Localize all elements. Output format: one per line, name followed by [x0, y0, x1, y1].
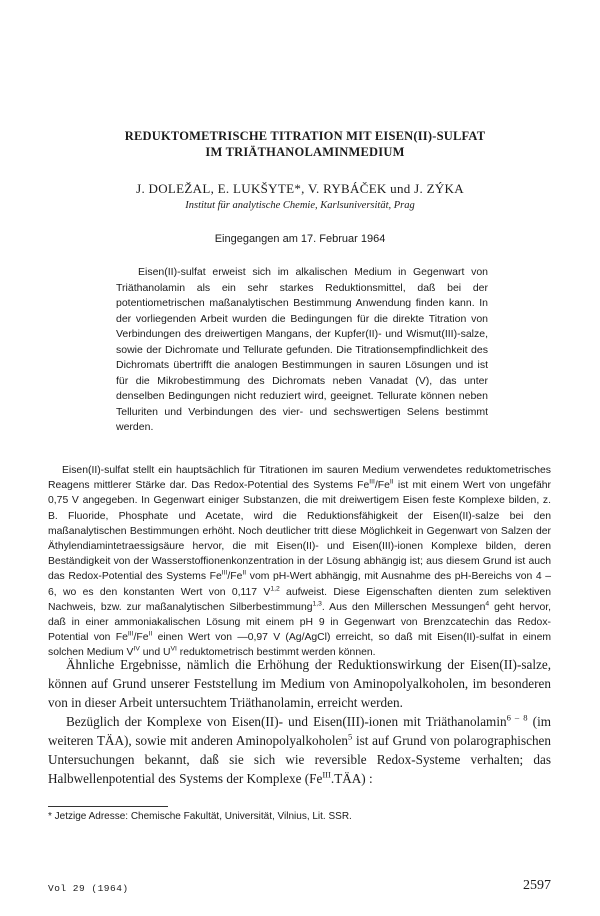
superscript: III: [369, 478, 375, 486]
text-span: reduktometrisch bestimmt werden können.: [176, 647, 376, 659]
text-span: /Fe: [227, 571, 243, 583]
superscript: III: [221, 569, 228, 577]
text-span: ist auf Grund von polarographischen Untersuchungen bekannt, daß sie sich wie reversible Redox-Systeme verhalten; das Halbwellenpotential des Systems der Komplexe (Fe: [48, 733, 551, 786]
superscript: II: [242, 569, 247, 577]
title-line-2: IM TRIÄTHANOLAMINMEDIUM: [205, 145, 405, 159]
body-paragraph: Ähnliche Ergebnisse, nämlich die Erhöhung der Reduktionswirkung der Eisen(II)-salze, können auf Grund unserer Feststellung im Medium von Aminopolyalkoholen, im besonderen von in dieser Arbeit untersuchtem Triäthanolamin, erreicht werden.: [48, 657, 551, 710]
text-span: /Fe: [133, 632, 149, 644]
superscript: 4: [485, 600, 490, 608]
text-span: . Aus den Millerschen Messungen: [321, 601, 486, 613]
text-span: .TÄA) :: [330, 771, 373, 786]
text-span: geht hervor, daß in einer ammoniakalischen Lösung mit einem pH 9 in Gegenwart von Brenzcatechin das Redox-Potential von Fe: [48, 601, 551, 644]
superscript: 5: [347, 731, 353, 742]
superscript: II: [389, 478, 394, 486]
text-span: Bezüglich der Komplexe von Eisen(II)- und Eisen(III)-ionen mit Triäthanolamin: [66, 714, 507, 729]
text-span: vom pH-Wert abhängig, mit Ausnahme des pH-Bereichs von 4 – 6, wo es den konstanten Wert von 0,117 V: [48, 571, 551, 598]
institute: Institut für analytische Chemie, Karlsuniversität, Prag: [185, 200, 415, 211]
abstract: Eisen(II)-sulfat erweist sich im alkalischen Medium in Gegenwart von Triäthanolamin als ein sehr starkes Reduktionsmittel, daß bei der potentiometrischen maßanalytischen Bestimmung Anwendung finden kann. In der vorliegenden Arbeit wurden die Bedingungen für die direkte Titration von Verbindungen des dreiwertigen Mangans, der Kupfer(II)- und Wismut(III)-salze, sowie der Dichromate und Tellurate gefunden. Die Titrationsempfindlichkeit des Dichromats übertrifft die analogen Bestimmungen in sauren Lösungen und ist für die Mikrobestimmung des Dichromats neben Vanadat (V), das unter denselben Bedingungen nicht reduziert wird, geeignet. Tellurate können neben Telluriten und Verbindungen des vier- und sechswertigen Selens bestimmt werden.: [116, 266, 488, 433]
text-span: einen Wert von —0,97 V (Ag/AgCl) erreicht, so daß mit Eisen(II)-sulfat in einem solchen Medium V: [48, 632, 551, 659]
body-paragraph: [48, 712, 551, 788]
footnote-divider: [48, 806, 168, 807]
superscript: II: [148, 630, 153, 638]
superscript: III: [322, 769, 331, 780]
text-span: (im weiteren TÄA), sowie mit anderen Aminopolyalkoholen: [48, 714, 551, 748]
superscript: 6 – 8: [506, 712, 528, 723]
text-span: /Fe: [374, 480, 390, 492]
article-title: [80, 128, 530, 160]
superscript: VI: [170, 645, 177, 653]
page-number: 2597: [523, 878, 551, 893]
superscript: 1,3: [312, 600, 322, 608]
superscript: IV: [133, 645, 140, 653]
title-line-1: REDUKTOMETRISCHE TITRATION MIT EISEN(II)-SULFAT: [124, 129, 486, 143]
text-span: Eisen(II)-sulfat stellt ein hauptsächlich für Titrationen im sauren Medium verwendetes reduktometrisches Reagens mittlerer Stärke dar. Das Redox-Potential des Systems Fe: [48, 465, 551, 492]
text-span: aufweist. Diese Eigenschaften dienten zum selektiven Nachweis, bzw. zur maßanalytischen Silberbestimmung: [48, 586, 551, 613]
journal-volume: Vol 29 (1964): [48, 883, 129, 894]
body-paragraph-intro: [48, 463, 551, 661]
received-date: Eingegangen am 17. Februar 1964: [214, 233, 386, 245]
text-span: und U: [139, 647, 171, 659]
body-text-main: [48, 655, 551, 788]
text-span: ist mit einem Wert von ungefähr 0,75 V angegeben. In Gegenwart einiger Substanzen, die mit dreiwertigem Eisen feste Komplexe bilden, z. B. Fluoride, Phosphate und Acetate, wird die Reduktionsfähigkeit der Eisen(II)-salze bei den maßanalytischen Bestimmungen erhöht. Noch deutlicher tritt diese Möglichkeit in Gegenwart von Salzen der Äthylendiamintetraessigsäure hervor, die mit Eisen(II)- und Eisen(III)-ionen Komplexe bilden, deren Beständigkeit von der Wasserstoffionenkonzentration in der Lösung abhängig ist; aus diesem Grund ist auch das Redox-Potential des Systems Fe: [48, 480, 551, 583]
superscript: III: [127, 630, 134, 638]
superscript: 1,2: [270, 585, 280, 593]
footnote: * Jetzige Adresse: Chemische Fakultät, Universität, Vilnius, Lit. SSR.: [48, 811, 352, 822]
author-list: J. DOLEŽAL, E. LUKŠYTE*, V. RYBÁČEK und J. ZÝKA: [136, 181, 464, 196]
